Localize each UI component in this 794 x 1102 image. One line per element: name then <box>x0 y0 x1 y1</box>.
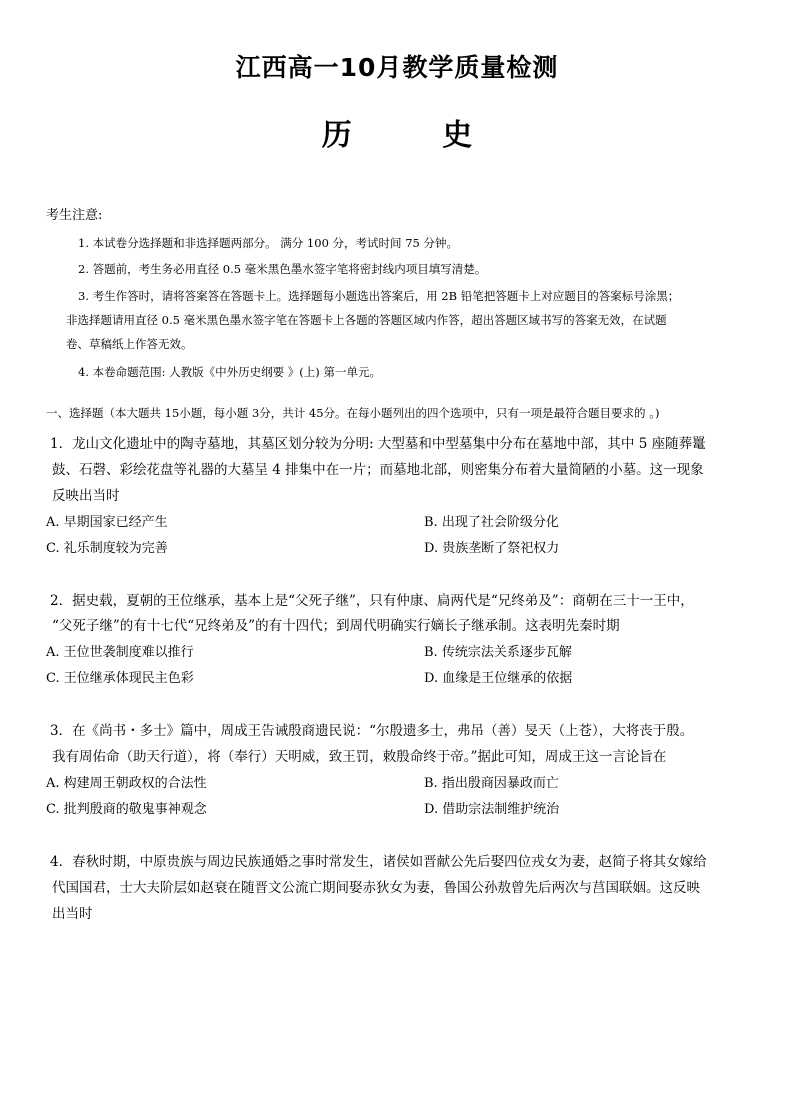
notice-item-3-line-3: 卷、草稿纸上作答无效。 <box>66 337 193 351</box>
question-2-line-2: “父死子继”的有十七代“兄终弟及”的有十四代；到周代明确实行嫡长子继承制。这表明先秦时期 <box>52 618 620 634</box>
question-2-option-c[interactable]: C. 王位继承体现民主色彩 <box>46 671 194 686</box>
question-4-line-2: 代国国君，士大夫阶层如赵衰在随晋文公流亡期间娶赤狄女为妻，鲁国公孙敖曾先后两次与莒国联姻。这反映 <box>52 880 700 896</box>
section-heading: 一、选择题（本大题共 15小题，每小题 3分，共计 45分。在每小题列出的四个选项中，只有一项是最符合题目要求的 。) <box>46 406 660 420</box>
question-3-option-c[interactable]: C. 批判殷商的敬鬼事神观念 <box>46 802 207 817</box>
notice-item-3-line-2: 非选择题请用直径 0.5 毫米黑色墨水签字笔在答题卡上各题的答题区域内作答，超出答题区域书写的答案无效，在试题 <box>66 313 667 327</box>
notice-item-3-line-1: 3. 考生作答时，请将答案答在答题卡上。选择题每小题选出答案后，用 2B 铅笔把答题卡上对应题目的答案标号涂黑； <box>78 289 680 303</box>
question-1-line-1: 1．龙山文化遗址中的陶寺墓地，其墓区划分较为分明: 大型墓和中型墓集中分布在墓地中部，其中 5 座随葬鼍 <box>50 436 706 452</box>
question-1-option-c[interactable]: C. 礼乐制度较为完善 <box>46 541 168 556</box>
question-2-option-b[interactable]: B. 传统宗法关系逐步瓦解 <box>424 645 572 660</box>
question-3-option-d[interactable]: D. 借助宗法制维护统治 <box>424 802 560 817</box>
question-3-line-2: 我有周佑命（助天行道），将（奉行）天明威，致王罚，敕殷命终于帝。”据此可知，周成王这一言论旨在 <box>52 749 667 765</box>
question-1-line-2: 鼓、石磬、彩绘花盘等礼器的大墓呈 4 排集中在一片；而墓地北部，则密集分布着大量简陋的小墓。这一现象 <box>52 462 704 478</box>
notice-item-1: 1. 本试卷分选择题和非选择题两部分。 满分 100 分，考试时间 75 分钟。 <box>78 236 458 250</box>
notice-item-4: 4. 本卷命题范围: 人教版《中外历史纲要 》(上) 第一单元。 <box>78 365 381 379</box>
question-1-option-a[interactable]: A. 早期国家已经产生 <box>46 515 168 530</box>
question-2-option-d[interactable]: D. 血缘是王位继承的依据 <box>424 671 573 686</box>
question-1-option-d[interactable]: D. 贵族垄断了祭祀权力 <box>424 541 560 556</box>
question-1-line-3: 反映出当时 <box>52 488 120 504</box>
question-2-line-1: 2．据史载，夏朝的王位继承，基本上是“父死子继”，只有仲康、扃两代是“兄终弟及”：商朝在三十一王中， <box>50 593 694 609</box>
question-4-line-3: 出当时 <box>52 906 93 922</box>
notice-heading: 考生注意: <box>46 208 103 223</box>
question-3-line-1: 3．在《尚书・多士》篇中，周成王告诫殷商遗民说：“尔殷遗多士，弗吊（善）旻天（上苍），大将丧于殷。 <box>50 723 694 739</box>
notice-item-2: 2. 答题前，考生务必用直径 0.5 毫米黑色墨水签字笔将密封线内项目填写清楚。 <box>78 262 487 276</box>
subject-title: 历 史 <box>321 118 513 153</box>
question-1-option-b[interactable]: B. 出现了社会阶级分化 <box>424 515 559 530</box>
question-2-option-a[interactable]: A. 王位世袭制度难以推行 <box>46 645 194 660</box>
question-3-option-a[interactable]: A. 构建周王朝政权的合法性 <box>46 776 207 791</box>
exam-title: 江西高一10月教学质量检测 <box>235 53 559 82</box>
question-4-line-1: 4．春秋时期，中原贵族与周边民族通婚之事时常发生，诸侯如晋献公先后娶四位戎女为妻，赵简子将其女嫁给 <box>50 854 707 870</box>
question-3-option-b[interactable]: B. 指出殷商因暴政而亡 <box>424 776 559 791</box>
